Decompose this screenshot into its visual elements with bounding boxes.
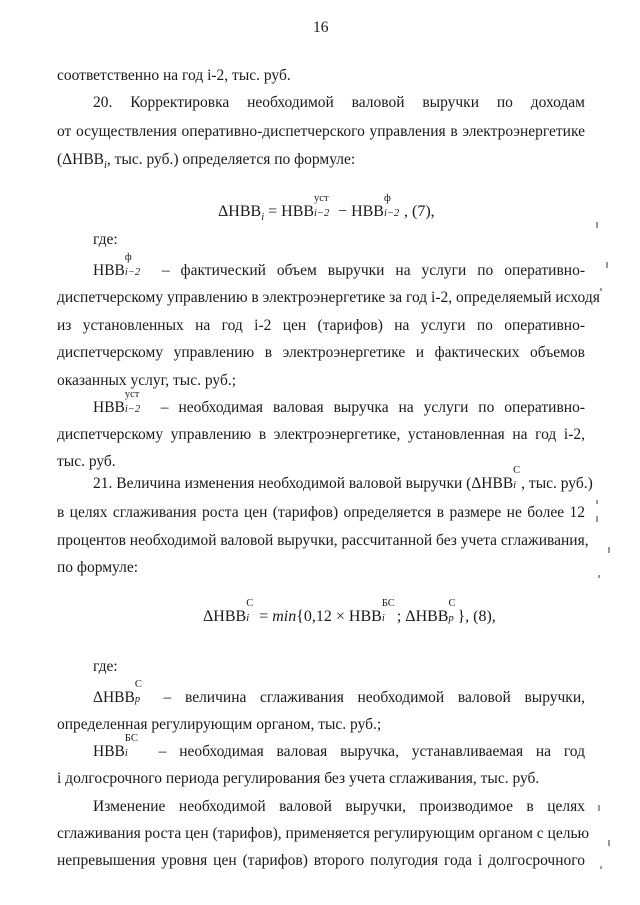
formula-8: ΔНВВ С i = min{0,12 × НВВ БС i ; ΔНВВ С р }, (8),	[203, 598, 496, 625]
page-number: 16	[313, 19, 329, 36]
where-label: где:	[93, 658, 118, 675]
text-line: диспетчерскому управлению в электроэнергетике, установленная на год i-2,	[57, 426, 585, 443]
text-line: непревышения уровня цен (тарифов) второго полугодия года i долгосрочного	[57, 852, 585, 869]
text-line: 21. Величина изменения необходимой валовой выручки (ΔНВВ С i , тыс. руб.)	[93, 465, 593, 492]
scan-mark	[600, 288, 602, 291]
text-line: соответственно на год i-2, тыс. руб.	[57, 67, 291, 84]
text-line: Изменение необходимой валовой выручки, производимое в целях	[93, 798, 585, 815]
text-line: i долгосрочного периода регулирования без учета сглаживания, тыс. руб.	[57, 770, 540, 787]
scan-mark	[596, 222, 598, 228]
text-line: (ΔНВВi, тыс. руб.) определяется по формуле:	[57, 151, 356, 171]
scan-mark	[598, 805, 600, 811]
text-line: тыс. руб.	[57, 453, 116, 470]
where-label: где:	[93, 231, 118, 248]
text-line: из установленных на год i-2 цен (тарифов) на услуги по оперативно-	[57, 317, 585, 334]
scan-mark	[608, 840, 610, 846]
scan-mark	[598, 575, 600, 578]
text-line: определенная регулирующим органом, тыс. руб.;	[57, 716, 382, 733]
scan-mark	[608, 547, 610, 553]
definition-line: НВВ БС i – необходимая валовая выручка, устанавливаемая на год	[93, 733, 585, 760]
text-line: оказанных услуг, тыс. руб.;	[57, 372, 237, 389]
scan-mark	[596, 500, 598, 504]
formula-7: ΔНВВi = НВВ уст i−2 − НВВ ф i−2 , (7),	[218, 193, 435, 223]
definition-line: ΔНВВ С р – величина сглаживания необходимой валовой выручки,	[93, 679, 585, 706]
text-line: сглаживания роста цен (тарифов), применяется регулирующим органом с целью	[57, 825, 590, 842]
text-line: по формуле:	[57, 559, 139, 576]
text-line: 20. Корректировка необходимой валовой выручки по доходам	[93, 94, 585, 111]
text-line: в целях сглаживания роста цен (тарифов) определяется в размере не более 12	[57, 504, 585, 521]
scan-mark	[600, 866, 602, 869]
text-line: диспетчерскому управлению в электроэнергетике за год i-2, определяемый исходя	[57, 289, 600, 306]
definition-line: НВВ ф i−2 – фактический объем выручки на услуги по оперативно-	[93, 252, 586, 279]
text-line: от осуществления оперативно-диспетчерского управления в электроэнергетике	[57, 123, 585, 140]
scan-mark	[596, 516, 598, 522]
definition-line: НВВ уст i−2 – необходимая валовая выручка на услуги по оперативно-	[93, 389, 585, 416]
text-line: диспетчерскому управлению в электроэнергетике и фактических объемов	[57, 344, 585, 361]
text-line: процентов необходимой валовой выручки, рассчитанной без учета сглаживания,	[57, 532, 589, 549]
scan-mark	[606, 262, 608, 268]
